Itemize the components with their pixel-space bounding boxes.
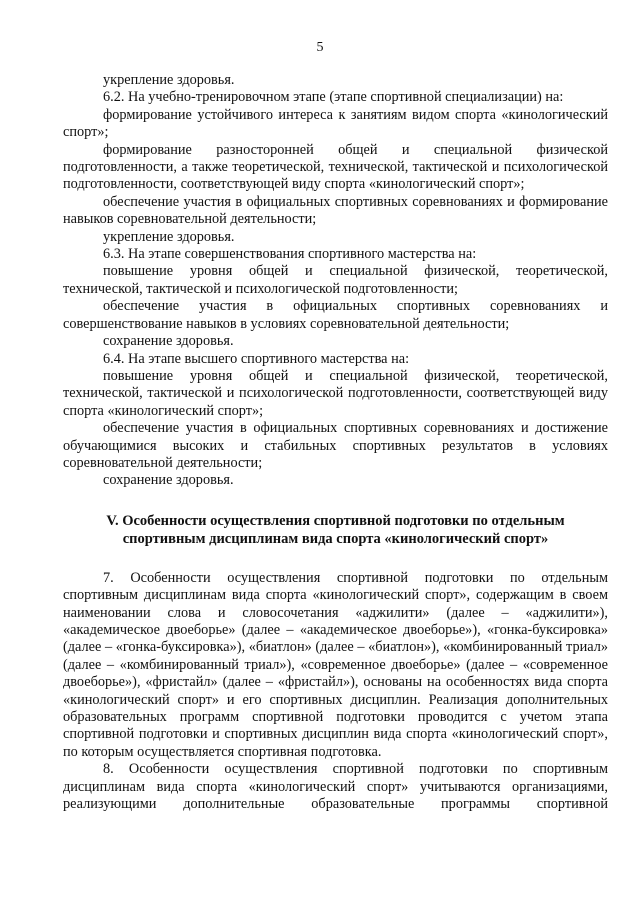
paragraph: повышение уровня общей и специальной физической, теоретической, технической, тактической и психологической подготовленности, соответствующей виду спорта «кинологический спорт»; <box>63 367 608 419</box>
paragraph: 6.3. На этапе совершенствования спортивного мастерства на: <box>103 246 477 263</box>
paragraph: обеспечение участия в официальных спортивных соревнованиях и совершенствование навыков в условиях соревновательной деятельности; <box>63 298 608 332</box>
paragraph: обеспечение участия в официальных спортивных соревнованиях и формирование навыков соревновательной деятельности; <box>63 193 608 228</box>
paragraph: сохранение здоровья. <box>103 333 234 350</box>
paragraph: 7. Особенности осуществления спортивной подготовки по отдельным спортивным дисциплинам вида спорта «кинологический спорт», содержащим в своем наименовании слова и словосочетания «аджилити» (далее – «аджилити»), «академическое двоеборье» (далее – «академическое двоеборье»), «гонка-буксировка» (далее – «гонка-буксировка»), «биатлон» (далее – «биатлон»), «комбинированный триал» (далее – «комбинированный триал»), «современное двоеборье» (далее – «современное двоеборье»), «фристайл» (далее – «фристайл»), основаны на особенностях вида спорта «кинологический спорт» и его спортивных дисциплин. Реализация дополнительных образовательных программ спортивной подготовки проводится с учетом этапа спортивной подготовки и спортивных дисциплин вида спорта «кинологический спорт», по которым осуществляется спортивная подготовка. <box>63 569 608 760</box>
paragraph: 8. Особенности осуществления спортивной подготовки по спортивным дисциплинам вида спорта «кинологический спорт» учитываются организациями, реализующими дополнительные образовательные программы спортивной <box>63 761 608 813</box>
paragraph: укрепление здоровья. <box>103 228 235 245</box>
document-body <box>63 72 608 813</box>
paragraph: повышение уровня общей и специальной физической, теоретической, технической, тактической и психологической подготовленности; <box>63 263 608 297</box>
paragraph: обеспечение участия в официальных спортивных соревнованиях и достижение обучающимися высоких и стабильных спортивных результатов в условиях соревновательной деятельности; <box>63 420 608 471</box>
paragraph: сохранение здоровья. <box>103 472 234 489</box>
paragraph: 6.4. На этапе высшего спортивного мастерства на: <box>103 350 410 367</box>
paragraph: укрепление здоровья. <box>103 72 235 88</box>
page-number: 5 <box>316 40 324 55</box>
paragraph: формирование разносторонней общей и специальной физической подготовленности, а также теоретической, технической, тактической и психологической подготовленности, соответствующей виду спорта «кинологический спорт»; <box>63 141 608 193</box>
paragraph: формирование устойчивого интереса к занятиям видом спорта «кинологический спорт»; <box>63 106 608 141</box>
paragraph: 6.2. На учебно-тренировочном этапе (этапе спортивной специализации) на: <box>103 89 564 106</box>
section-heading: V. Особенности осуществления спортивной подготовки по отдельным спортивным дисциплинам вида спорта «кинологический спорт» <box>106 512 565 547</box>
